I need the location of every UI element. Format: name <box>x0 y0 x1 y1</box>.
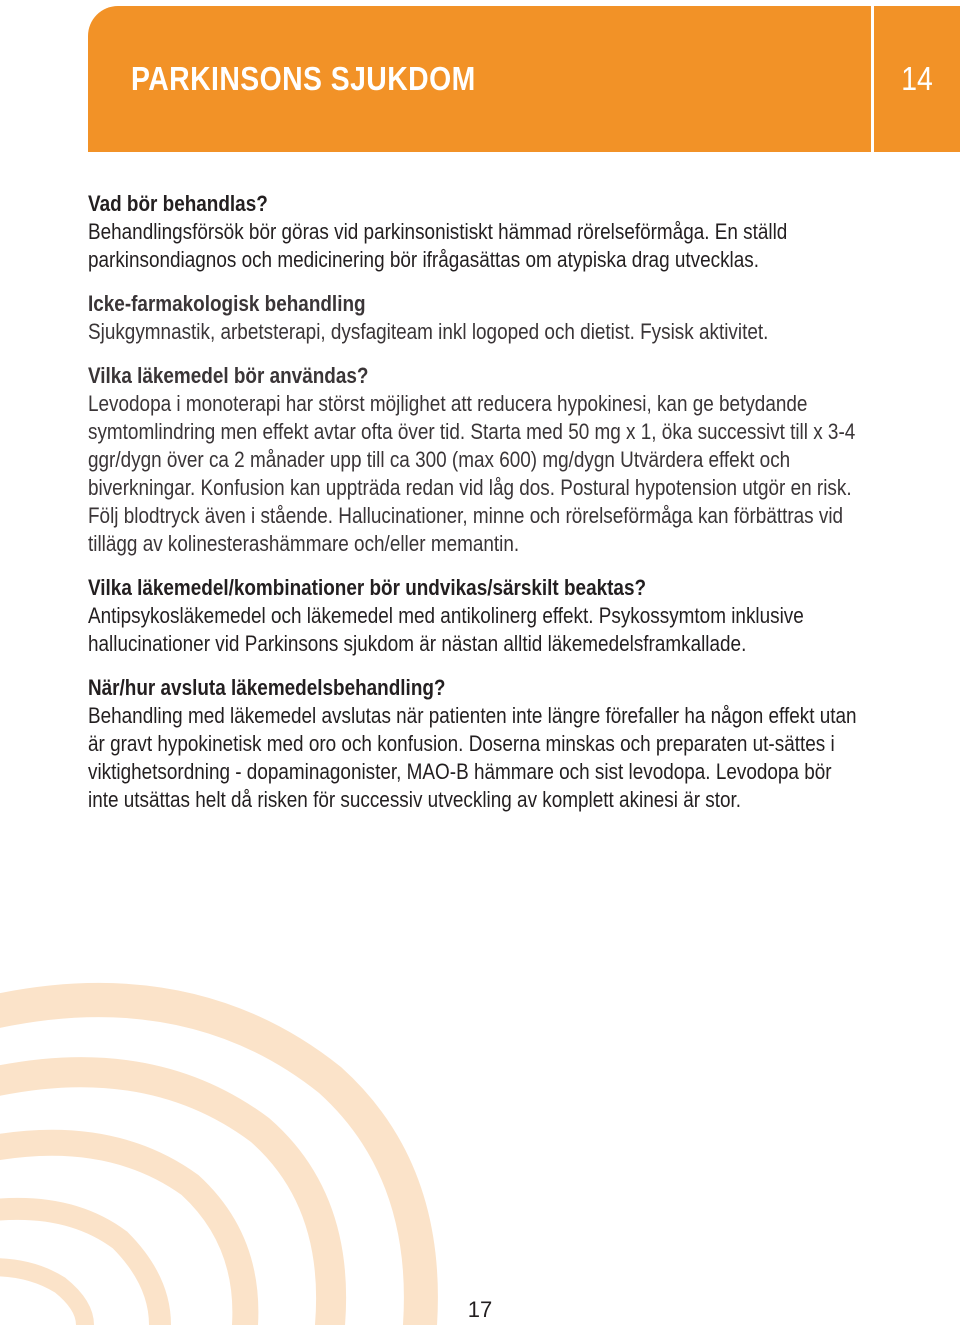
section-what-to-treat <box>88 190 858 274</box>
chapter-number: 14 <box>901 60 933 97</box>
section-drugs-to-avoid <box>88 574 858 658</box>
section-heading: Vad bör behandlas? <box>88 191 268 216</box>
section-end-treatment <box>88 674 858 814</box>
section-heading: När/hur avsluta läkemedelsbehandling? <box>88 675 446 700</box>
chapter-title: PARKINSONS SJUKDOM <box>131 60 476 97</box>
section-paragraph: Levodopa i monoterapi har störst möjlighet att reducera hypokinesi, kan ge betydande symtomlindring men effekt avtar ofta över tid. Starta med 50 mg x 1, öka successivt till x 3-4 ggr/dygn över ca 2 månader upp till ca 300 (max 600) mg/dygn Utvärdera effekt och biverkningar. Konfusion kan uppträda redan vid låg dos. Postural hypotension utgör en risk. Följ blodtryck även i stående. Hallucinationer, minne och rörelseförmåga kan förbättras vid tillägg av kolinesterashämmare och/eller memantin. <box>88 391 856 556</box>
section-paragraph: Antipsykosläkemedel och läkemedel med antikolinerg effekt. Psykossymtom inklusive hallucinationer vid Parkinsons sjukdom är nästan alltid läkemedelsframkallade. <box>88 603 804 656</box>
decorative-swirl-graphic <box>0 940 460 1325</box>
section-heading: Vilka läkemedel bör användas? <box>88 363 369 388</box>
section-which-drugs <box>88 362 858 558</box>
section-paragraph: Sjukgymnastik, arbetsterapi, dysfagiteam inkl logoped och dietist. Fysisk aktivitet. <box>88 319 769 344</box>
page-number: 17 <box>467 1297 493 1322</box>
section-paragraph: Behandlingsförsök bör göras vid parkinsonistiskt hämmad rörelseförmåga. En ställd parkinsondiagnos och medicinering bör ifrågasättas om atypiska drag utvecklas. <box>88 219 788 272</box>
section-non-pharmacological <box>88 290 858 346</box>
section-heading: Icke-farmakologisk behandling <box>88 291 366 316</box>
section-paragraph: Behandling med läkemedel avslutas när patienten inte längre förefaller ha någon effekt utan är gravt hypokinetisk med oro och konfusion. Doserna minskas och preparaten ut-sättes i viktighetsordning - dopaminagonister, MAO-B hämmare och sist levodopa. Levodopa bör inte utsättas helt då risken för successiv utveckling av komplett akinesi är stor. <box>88 703 857 812</box>
section-heading: Vilka läkemedel/kombinationer bör undvikas/särskilt beaktas? <box>88 575 647 600</box>
document-body <box>88 190 858 830</box>
